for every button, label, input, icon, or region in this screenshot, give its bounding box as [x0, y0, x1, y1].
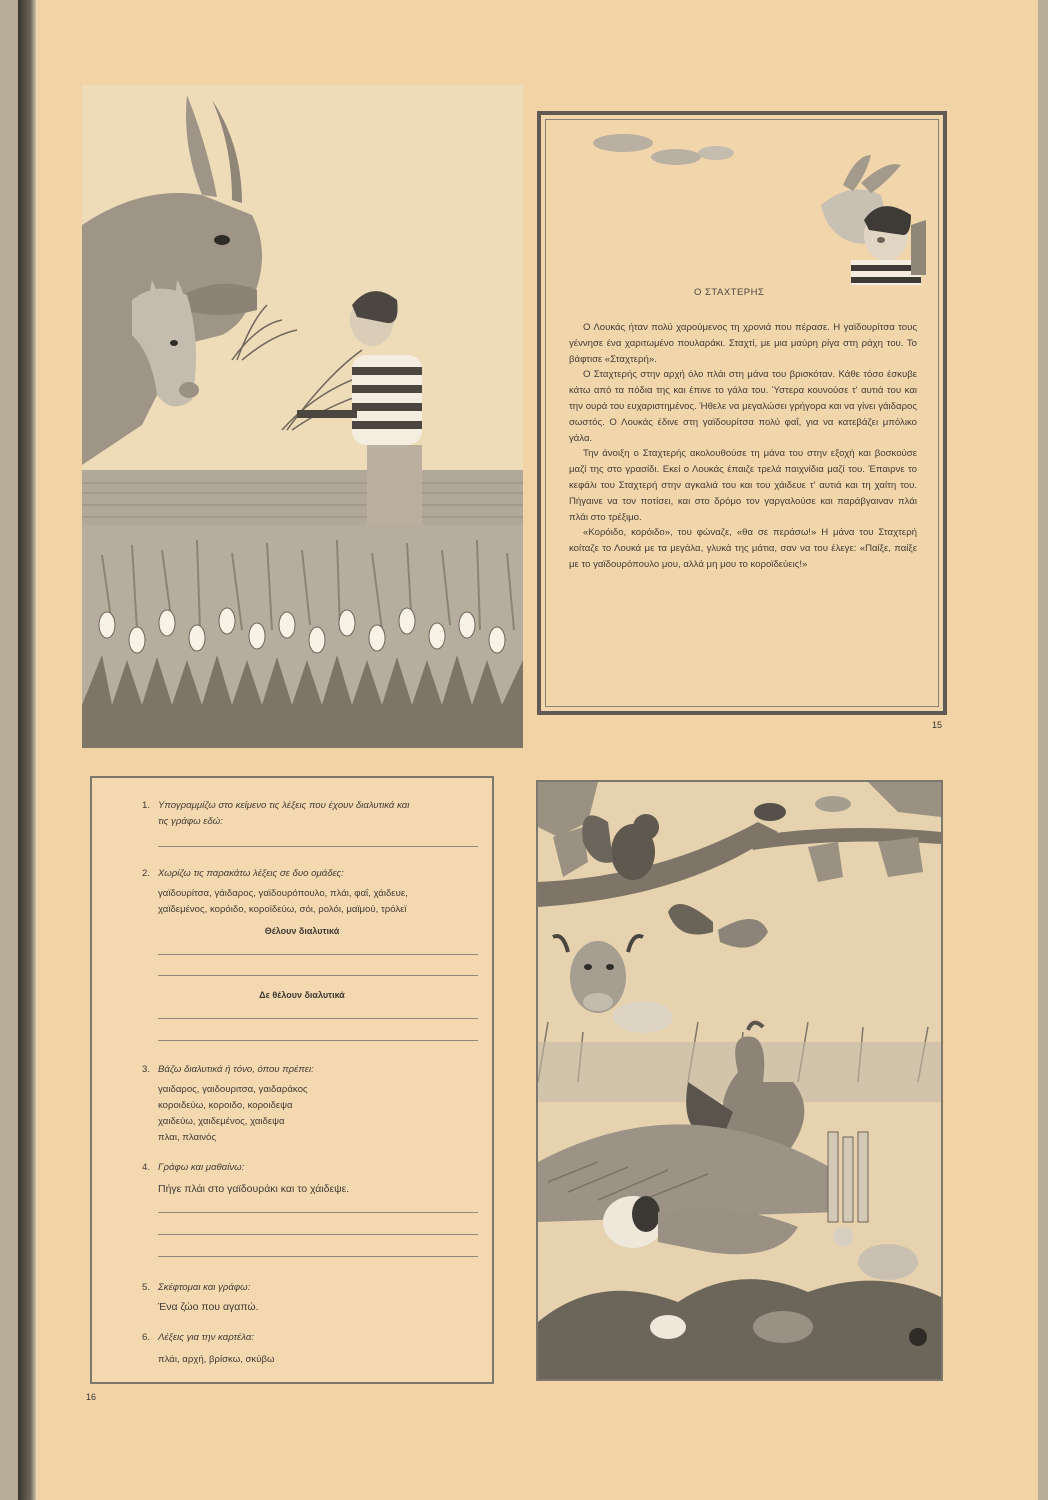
- answer-line: [158, 975, 478, 976]
- story-frame: [537, 111, 947, 715]
- exercise-text: Χωρίζω τις παρακάτω λέξεις σε δυο ομάδες:: [158, 868, 344, 879]
- group-with-diaeresis: Θέλουν διαλυτικά: [264, 926, 340, 936]
- exercises-box: [90, 776, 494, 1384]
- exercise-number: 3.: [142, 1064, 151, 1075]
- exercise-2-words-line1: γαϊδουρίτσα, γάιδαρος, γαϊδουρόπουλο, πλάι, φαΐ, χάιδευε,: [158, 888, 408, 899]
- story-illustration: [581, 125, 931, 285]
- exercise-1-instruction: [142, 800, 409, 811]
- exercise-number: 2.: [142, 868, 151, 879]
- story-text: [569, 320, 917, 573]
- exercise-3-word-line: γαιδαρος, γαιδουριτσα, γαιδαράκος: [158, 1084, 308, 1095]
- answer-line: [158, 846, 478, 847]
- exercise-number: 5.: [142, 1282, 151, 1293]
- exercise-5-instruction: [142, 1282, 250, 1293]
- story-paragraph: Ο Σταχτερής στην αρχή όλο πλάι στη μάνα του βρισκόταν. Κάθε τόσο έσκυβε κάτω από τα πόδια της και έπινε το γάλα του. Ύστερα κουνούσε τ' αυτιά του και την ουρά του ευχαριστημένος. Ήθελε να μεγαλώσει γρήγορα και να γίνει γάιδαρος σωστός. Ο Λουκάς έδινε στη γαϊδουρίτσα πολύ φαΐ, για να κατεβάζει μπόλικο γάλα.: [569, 369, 917, 444]
- answer-line: [158, 1040, 478, 1041]
- story-paragraph: Την άνοιξη ο Σταχτερής ακολουθούσε τη μάνα του στην εξοχή και βοσκούσε μαζί της στο γρασίδι. Εκεί ο Λουκάς έπαιζε τρελά παιχνίδια μαζί του. Έπαιρνε το κεφάλι του Σταχτερή στην αγκαλιά του και του χάιδευε τ' αυτιά και τη χαίτη του. Πήγαινε να τον ποτίσει, και στο δρόμο τον γαργαλούσε και παράβγαιναν πλάι πλάι στο τρέξιμο.: [569, 448, 917, 523]
- exercise-3-word-line: πλαι, πλαινός: [158, 1132, 216, 1143]
- exercise-4-sentence: Πήγε πλάι στο γαϊδουράκι και το χάιδεψε.: [158, 1183, 350, 1195]
- answer-line: [158, 954, 478, 955]
- exercise-number: 6.: [142, 1332, 151, 1343]
- exercise-4-instruction: [142, 1162, 244, 1173]
- answer-line: [158, 1212, 478, 1213]
- exercise-5-prompt: Ένα ζώο που αγαπώ.: [158, 1301, 259, 1313]
- exercise-number: 4.: [142, 1162, 151, 1173]
- story-paragraph: Ο Λουκάς ήταν πολύ χαρούμενος τη χρονιά που πέρασε. Η γαϊδουρίτσα τους γέννησε ένα χαριτωμένο πουλαράκι. Σταχτί, με μια μαύρη ρίγα στη ράχη του. Το βάφτισε «Σταχτερή».: [569, 322, 917, 365]
- illustration-donkeys-boy: [82, 85, 523, 748]
- answer-line: [158, 1234, 478, 1235]
- exercise-6-instruction: [142, 1332, 254, 1343]
- exercise-2-words-line2: χαϊδεμένος, κορόιδο, κοροϊδεύω, σόι, ρολόι, μαϊμού, τρόλεϊ: [158, 904, 407, 915]
- exercise-text: Σκέφτομαι και γράφω:: [158, 1282, 251, 1293]
- page-number-bottom: 16: [86, 1392, 97, 1402]
- exercise-text: Λέξεις για την καρτέλα:: [158, 1332, 254, 1343]
- exercise-3-word-line: χαιδεύω, χαιδεμένος, χαιδεψα: [158, 1116, 285, 1127]
- answer-line: [158, 1256, 478, 1257]
- page: [18, 0, 1038, 1500]
- story-paragraph: «Κορόιδο, κορόιδο», του φώναζε, «θα σε περάσω!» Η μάνα του Σταχτερή κοίταζε το Λουκά με τα μεγάλα, γλυκά της μάτια, σαν να του έλεγε: «Παίξε, παίξε με το γαϊδουρόπουλο μου, αλλά μη μου το κοροϊδεύεις!»: [569, 527, 917, 570]
- group-without-diaeresis: Δε θέλουν διαλυτικά: [259, 990, 345, 1000]
- exercise-3-word-line: κοροιδεύω, κοροιδο, κοροιδεψα: [158, 1100, 293, 1111]
- exercise-2-instruction: [142, 868, 344, 879]
- answer-line: [158, 1018, 478, 1019]
- book-spine: [18, 0, 36, 1500]
- donkeys-boy-svg: [82, 85, 523, 748]
- page-number-top: 15: [932, 720, 943, 730]
- exercise-3-instruction: [142, 1064, 314, 1075]
- story-title: Ο ΣΤΑΧΤΕΡΗΣ: [694, 287, 765, 298]
- exercise-text: Υπογραμμίζω στο κείμενο τις λέξεις που έχουν διαλυτικά και: [158, 800, 410, 811]
- exercise-number: 1.: [142, 800, 151, 811]
- farm-animals-svg: [538, 782, 941, 1379]
- exercise-1-instruction-line2: τις γράφω εδώ:: [158, 816, 223, 827]
- exercise-text: Γράφω και μαθαίνω:: [158, 1162, 245, 1173]
- exercise-text: Βάζω διαλυτικά ή τόνο, όπου πρέπει:: [158, 1064, 314, 1075]
- illustration-farm-animals: [536, 780, 943, 1381]
- exercise-6-words: πλάι, αρχή, βρίσκω, σκύβω: [158, 1354, 275, 1365]
